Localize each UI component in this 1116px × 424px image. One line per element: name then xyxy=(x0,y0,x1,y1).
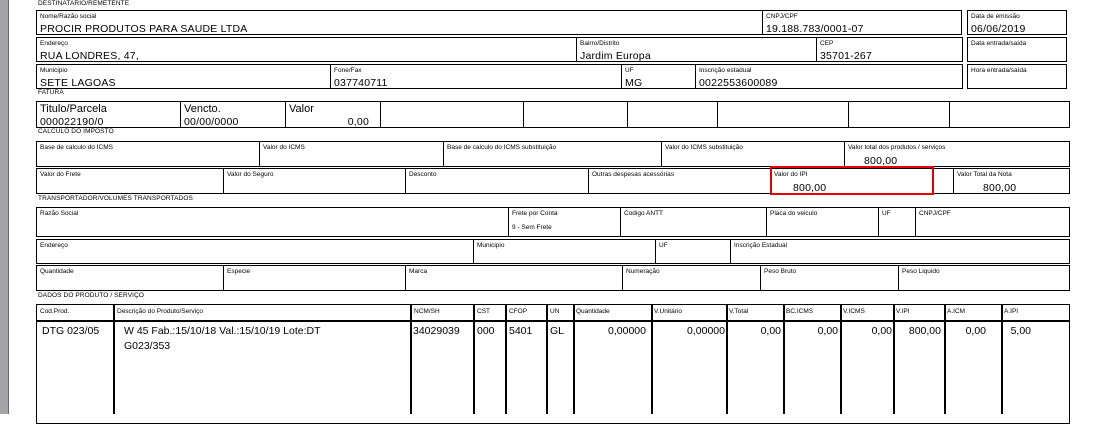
col-header-un: UN xyxy=(550,308,560,315)
label-transp-uf2: UF xyxy=(659,242,668,249)
field-frete-por-conta xyxy=(508,207,622,237)
field-valor-fatura xyxy=(285,101,382,128)
label-data-entrada: Data entrada/saída xyxy=(971,40,1027,47)
col-header-ncm: NCM/SH xyxy=(414,308,440,315)
cell-v-total: 0,00 xyxy=(760,325,781,337)
cell-v-icms: 0,00 xyxy=(871,325,892,337)
field-municipio xyxy=(36,64,332,89)
fatura-empty-2 xyxy=(523,101,629,128)
col-header-v-ipi: V.IPI xyxy=(896,308,910,315)
col-sep xyxy=(893,304,895,414)
label-bairro: Bairro/Distrito xyxy=(580,40,620,47)
col-sep xyxy=(473,304,475,414)
field-hora-entrada xyxy=(967,64,1067,89)
fatura-empty-4 xyxy=(717,101,850,128)
col-sep xyxy=(113,304,115,414)
cell-ncm: 34029039 xyxy=(413,325,460,337)
cell-descricao-line2: G023/353 xyxy=(124,340,171,352)
fatura-empty-6 xyxy=(949,101,1070,128)
col-header-v-icms: V.ICMS xyxy=(843,308,865,315)
col-header-descricao: Descrição do Produto/Serviço xyxy=(117,308,203,315)
label-municipio: Municipio xyxy=(40,67,68,74)
value-titulo-parcela: 000022190/0 xyxy=(40,116,104,128)
label-valor-icms-st: Valor do ICMS substituição xyxy=(665,144,743,151)
label-outras-despesas: Outras despesas acessórias xyxy=(592,171,675,178)
label-transp-cnpj: CNPJ/CPF xyxy=(919,210,951,217)
cell-un: GL xyxy=(550,325,565,337)
label-peso-liquido: Peso Liquido xyxy=(902,268,940,275)
field-outras-despesas xyxy=(588,168,772,194)
field-marca xyxy=(405,265,624,291)
field-cep xyxy=(816,37,963,62)
label-total-produtos: Valor total dos produtos / serviços xyxy=(848,144,946,151)
label-uf: UF xyxy=(625,67,634,74)
section-title-imposto: CALCULO DO IMPOSTO xyxy=(38,128,114,135)
label-peso-bruto: Peso Bruto xyxy=(764,268,797,275)
label-valor-ipi: Valor do IPI xyxy=(774,171,808,178)
produtos-table xyxy=(36,304,1070,424)
label-endereco: Endereço xyxy=(40,40,68,47)
field-inscricao-estadual xyxy=(695,64,963,89)
field-peso-liquido xyxy=(898,265,1070,291)
value-municipio: SETE LAGOAS xyxy=(40,77,116,89)
fatura-empty-5 xyxy=(848,101,951,128)
produtos-header-divider xyxy=(36,320,1070,322)
field-valor-seguro xyxy=(223,168,407,194)
field-transp-inscricao-estadual xyxy=(730,239,1070,264)
fatura-empty-3 xyxy=(627,101,719,128)
label-quantidade-volumes: Quantidade xyxy=(40,268,74,275)
label-valor-total-nota: Valor Total da Nota xyxy=(957,171,1012,178)
label-fone: Fone/Fax xyxy=(334,67,362,74)
label-valor-frete: Valor do Frete xyxy=(40,171,81,178)
col-header-cfop: CFOP xyxy=(509,308,528,315)
label-especie: Especie xyxy=(227,268,251,275)
value-inscricao-estadual: 0022553600089 xyxy=(699,77,778,89)
col-header-quantidade: Quantidade xyxy=(576,308,610,315)
field-uf xyxy=(621,64,697,89)
value-cnpj: 19.188.783/0001-07 xyxy=(766,23,864,35)
col-header-v-total: V.Total xyxy=(729,308,749,315)
field-transp-uf2 xyxy=(655,239,732,264)
label-numeracao: Numeração xyxy=(626,268,660,275)
col-header-a-icm: A.ICM xyxy=(947,308,966,315)
cell-cfop: 5401 xyxy=(509,325,533,337)
value-cep: 35701-267 xyxy=(820,50,873,62)
field-valor-ipi xyxy=(770,168,955,194)
value-valor-ipi: 800,00 xyxy=(793,182,827,194)
field-quantidade-volumes xyxy=(36,265,225,291)
col-sep xyxy=(573,304,575,414)
label-cep: CEP xyxy=(820,40,834,47)
field-base-icms-st xyxy=(443,141,663,167)
cell-v-ipi: 800,00 xyxy=(908,325,941,337)
value-data-emissao: 06/06/2019 xyxy=(971,23,1026,35)
label-codigo-antt: Codigo ANTT xyxy=(624,210,664,217)
label-placa-veiculo: Placa do veiculo xyxy=(770,210,818,217)
field-endereco xyxy=(36,37,578,62)
field-base-icms xyxy=(36,141,261,167)
label-inscricao-estadual: Inscrição estadual xyxy=(699,67,752,74)
section-title-transportador: TRANSPORTADOR/VOLUMES TRANSPORTADOS xyxy=(38,195,193,202)
field-titulo-parcela xyxy=(36,101,182,128)
field-desconto xyxy=(405,168,590,194)
section-title-fatura: FATURA xyxy=(38,89,64,96)
cell-descricao-line1: W 45 Fab.:15/10/18 Val.:15/10/19 Lote:DT xyxy=(124,325,321,337)
fatura-empty-1 xyxy=(380,101,525,128)
section-title-produtos: DADOS DO PRODUTO / SERVIÇO xyxy=(38,292,145,299)
field-especie xyxy=(223,265,407,291)
col-sep xyxy=(1001,304,1003,414)
value-vencto: 00/00/0000 xyxy=(184,116,239,128)
col-sep xyxy=(505,304,507,414)
value-endereco: RUA LONDRES, 47, xyxy=(40,50,139,62)
label-valor-seguro: Valor do Seguro xyxy=(227,171,274,178)
field-transp-uf xyxy=(878,207,917,237)
col-header-bc-icms: BC.ICMS xyxy=(786,308,814,315)
label-vencto: Vencto. xyxy=(184,103,221,115)
cell-a-ipi: 5,00 xyxy=(1010,325,1031,337)
col-sep xyxy=(546,304,548,414)
field-cnpj xyxy=(762,10,962,35)
label-base-icms: Base de calculo do ICMS xyxy=(40,144,113,151)
label-cnpj: CNPJ/CPF xyxy=(766,13,798,20)
value-bairro: Jardim Europa xyxy=(580,50,651,62)
value-uf: MG xyxy=(625,77,643,89)
cell-quantidade: 0,00000 xyxy=(608,325,646,337)
col-header-a-ipi: A.IPI xyxy=(1004,308,1019,315)
label-titulo-parcela: Titulo/Parcela xyxy=(40,103,107,115)
field-valor-icms xyxy=(259,141,445,167)
cell-v-unitario: 0,00000 xyxy=(687,325,725,337)
value-valor-total-nota: 800,00 xyxy=(983,182,1017,194)
label-frete-por-conta: Frete por Conta xyxy=(512,210,558,217)
section-title-destinatario: DESTINATARIO/REMETENTE xyxy=(38,0,130,7)
field-codigo-antt xyxy=(620,207,768,237)
value-valor-fatura: 0,00 xyxy=(347,116,369,128)
left-gutter xyxy=(0,0,9,414)
field-valor-icms-st xyxy=(661,141,846,167)
value-fone: 037740711 xyxy=(334,77,388,89)
label-nome: Nome/Razão social xyxy=(40,13,97,20)
label-transp-endereco: Endereço xyxy=(40,242,68,249)
col-sep xyxy=(651,304,653,414)
col-header-cod-prod: Cod.Prod. xyxy=(40,308,70,315)
field-peso-bruto xyxy=(760,265,900,291)
field-total-produtos xyxy=(844,141,1070,167)
field-fone xyxy=(330,64,623,89)
label-desconto: Desconto xyxy=(409,171,437,178)
cell-bc-icms: 0,00 xyxy=(817,325,838,337)
field-transp-municipio xyxy=(473,239,657,264)
value-frete-por-conta: 9 - Sem Frete xyxy=(512,224,552,231)
field-numeracao xyxy=(622,265,762,291)
col-header-cst: CST xyxy=(477,308,490,315)
label-hora-entrada: Hora entrada/saída xyxy=(971,67,1027,74)
col-sep xyxy=(944,304,946,414)
field-nome xyxy=(36,10,763,35)
field-valor-total-nota xyxy=(953,168,1070,194)
label-data-emissao: Data de emissão xyxy=(971,13,1020,20)
col-sep xyxy=(726,304,728,414)
value-nome: PROCIR PRODUTOS PARA SAUDE LTDA xyxy=(40,23,248,35)
field-data-emissao xyxy=(967,10,1067,35)
label-transp-razao-social: Razão Social xyxy=(40,210,79,217)
field-bairro xyxy=(576,37,818,62)
label-transp-inscricao-estadual: Inscrição Estadual xyxy=(734,242,788,249)
field-transp-cnpj xyxy=(915,207,1070,237)
label-valor-icms: Valor do ICMS xyxy=(263,144,305,151)
field-data-entrada xyxy=(967,37,1067,62)
label-base-icms-st: Base de calculo do ICMS substituição xyxy=(447,144,557,151)
col-sep xyxy=(783,304,785,414)
value-total-produtos: 800,00 xyxy=(864,155,898,167)
field-transp-razao-social xyxy=(36,207,510,237)
field-vencto xyxy=(180,101,287,128)
cell-a-icm: 0,00 xyxy=(965,325,986,337)
field-placa-veiculo xyxy=(766,207,880,237)
cell-cst: 000 xyxy=(477,325,495,337)
col-header-v-unitario: V.Unitário xyxy=(654,308,682,315)
label-transp-uf: UF xyxy=(882,210,891,217)
cell-cod-prod: DTG 023/05 xyxy=(42,325,100,337)
label-marca: Marca xyxy=(409,268,428,275)
field-transp-endereco xyxy=(36,239,475,264)
field-valor-frete xyxy=(36,168,225,194)
col-sep xyxy=(410,304,412,414)
label-transp-municipio: Municipio xyxy=(477,242,505,249)
label-valor-fatura: Valor xyxy=(289,103,314,115)
col-sep xyxy=(840,304,842,414)
